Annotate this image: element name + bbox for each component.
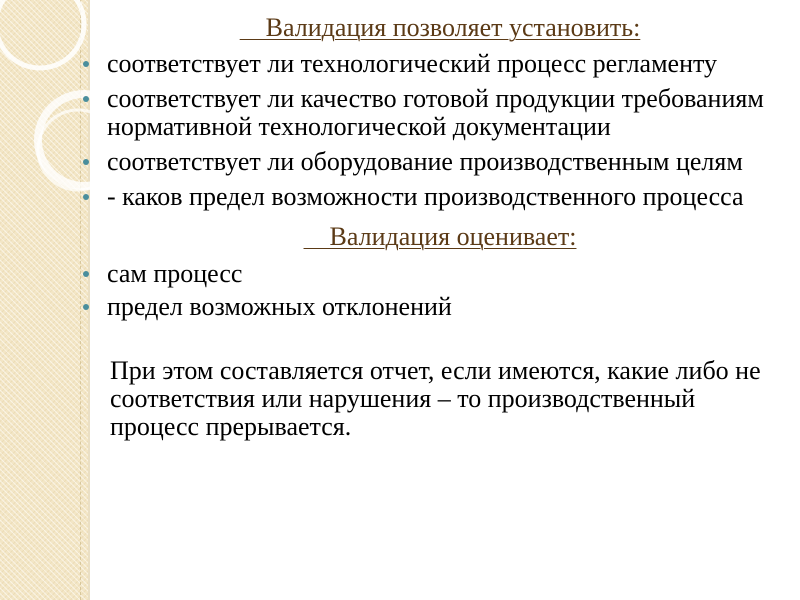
list-item — [90, 293, 790, 321]
bullet-dot-icon — [83, 159, 89, 165]
bullet-dot-icon — [83, 194, 89, 200]
list-item-text: соответствует ли технологический процесс регламенту — [107, 49, 718, 78]
list-item — [90, 148, 790, 176]
list-item-text: соответствует ли качество готовой продукции требованиям нормативной технологической документации — [107, 84, 764, 141]
bullet-dot-icon — [83, 271, 89, 277]
list-item — [90, 85, 790, 141]
heading-validation-establishes: Валидация позволяет установить: — [239, 13, 641, 42]
list-item-text: - каков предел возможности производственного процесса — [107, 182, 744, 211]
heading-validation-evaluates: Валидация оценивает: — [303, 222, 577, 251]
deco-circle-top — [0, 0, 84, 68]
establish-list — [90, 50, 790, 211]
evaluate-list — [90, 260, 790, 321]
bullet-dot-icon — [83, 304, 89, 310]
list-item-text: соответствует ли оборудование производственным целям — [107, 147, 743, 176]
closing-paragraph: При этом составляется отчет, если имеются, какие либо не соответствия или нарушения – то производственный процесс прерывается. — [110, 356, 761, 441]
bullet-dot-icon — [83, 61, 89, 67]
list-item — [90, 183, 790, 211]
list-item — [90, 50, 790, 78]
list-item-text: предел возможных отклонений — [107, 292, 452, 321]
list-item — [90, 260, 790, 288]
bullet-dot-icon — [83, 96, 89, 102]
list-item-text: сам процесс — [107, 259, 243, 288]
slide-content — [90, 14, 790, 441]
